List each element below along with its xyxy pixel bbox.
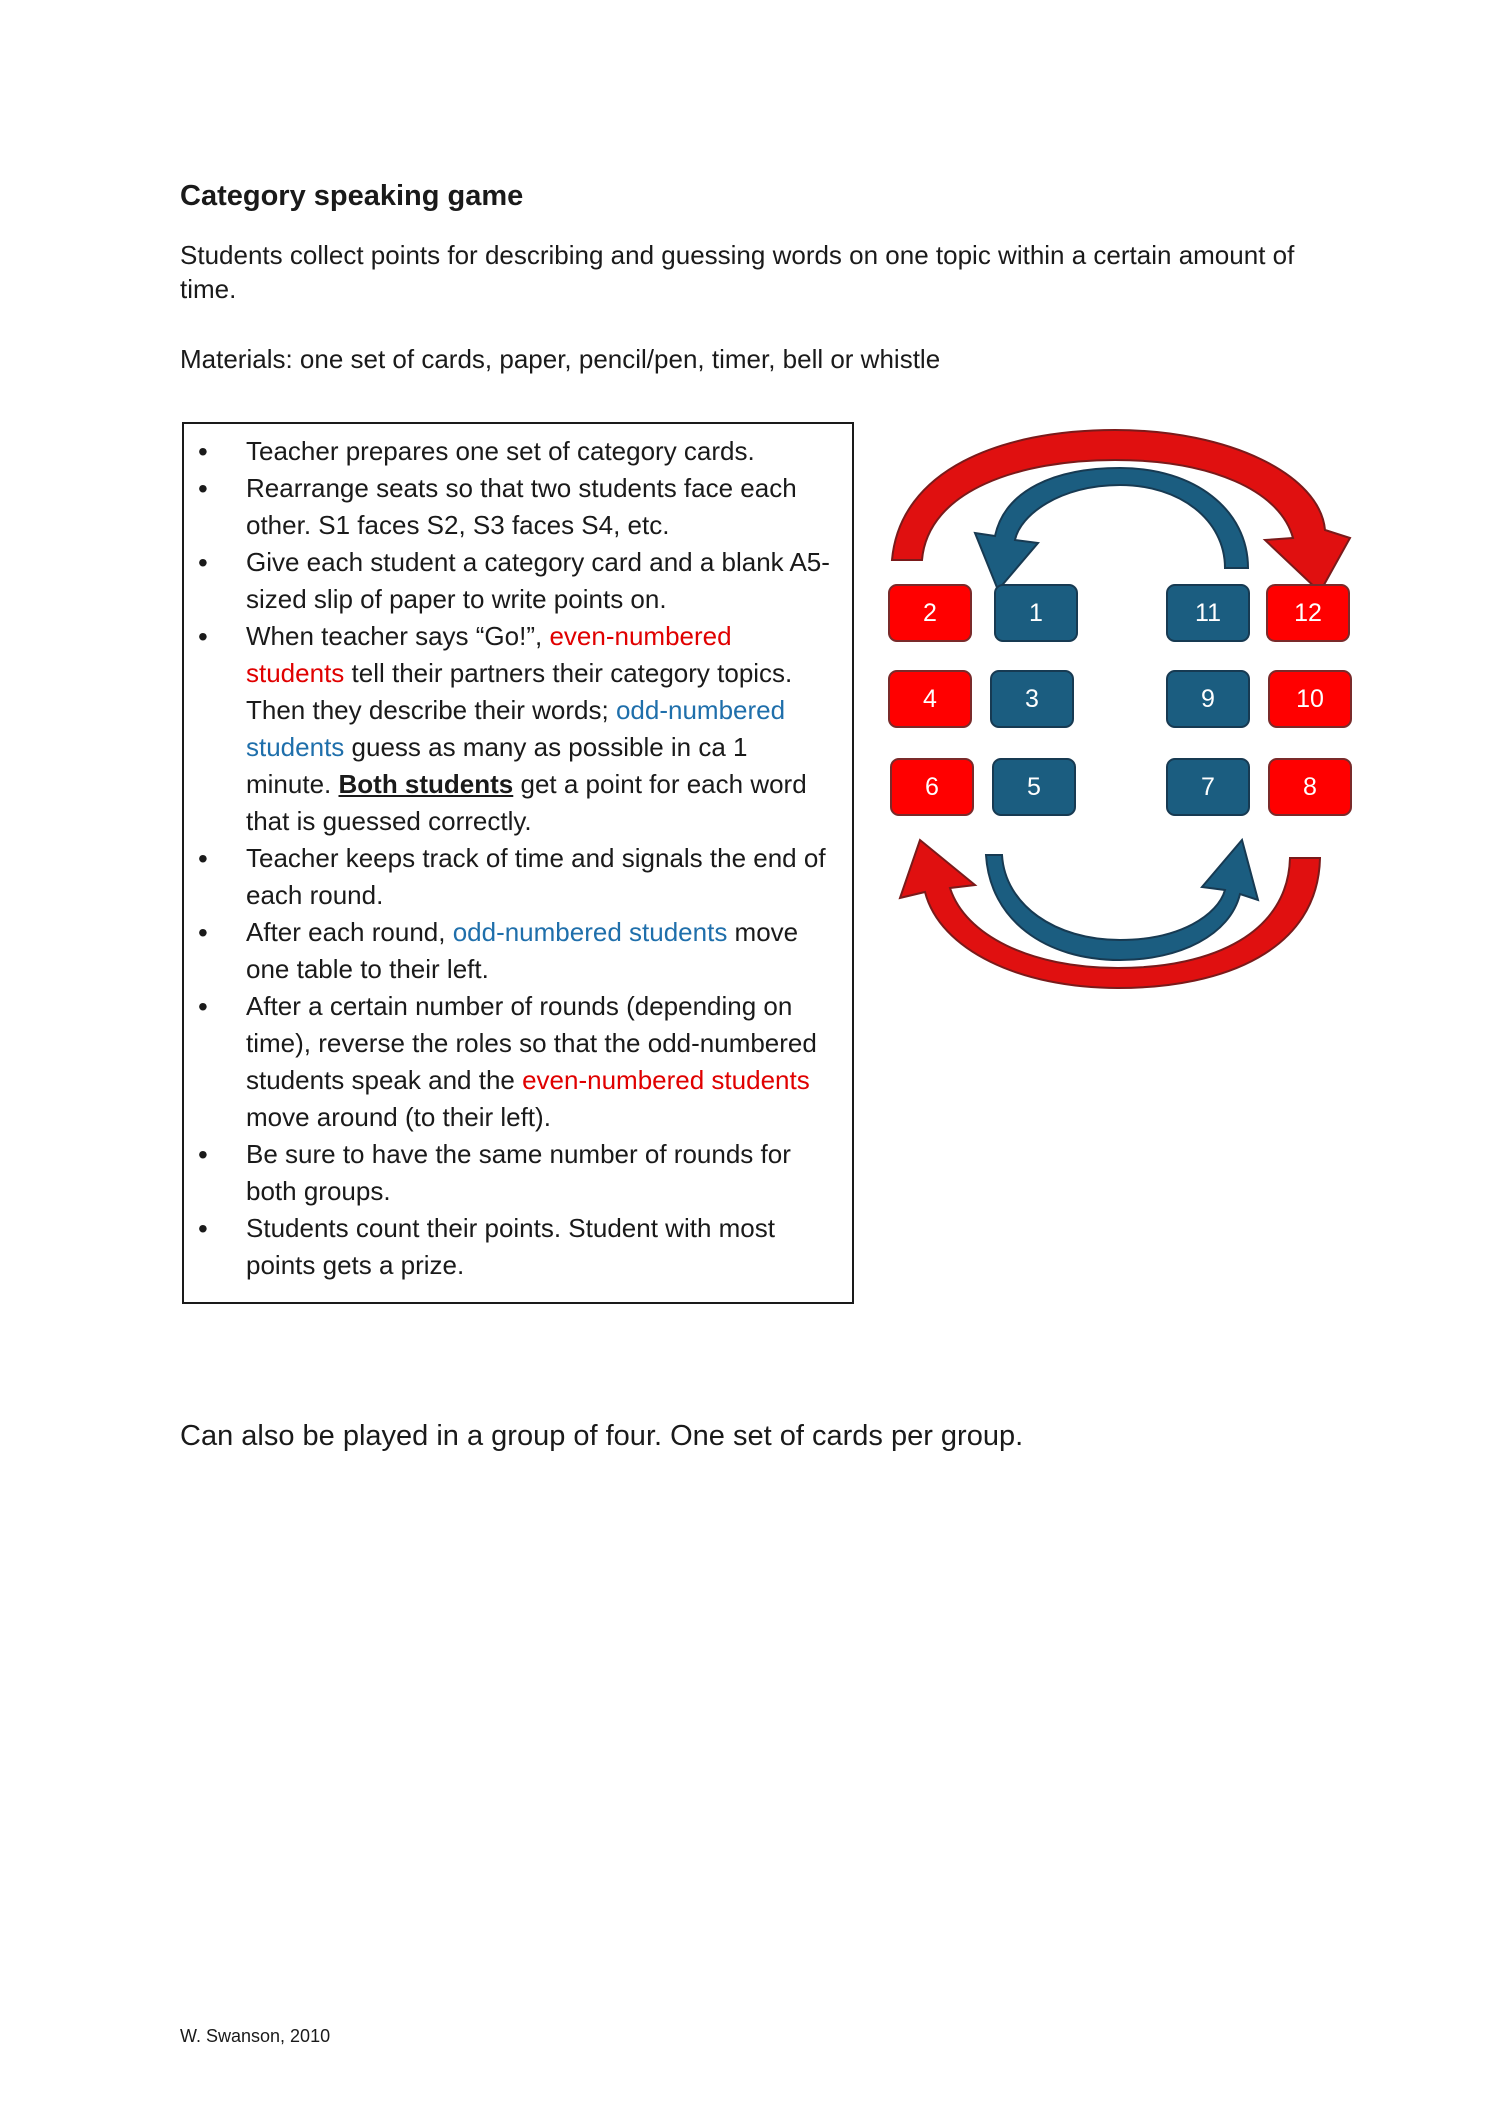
desk-7: 7 [1166, 758, 1250, 816]
materials-line: Materials: one set of cards, paper, pencil/pen, timer, bell or whistle [180, 344, 941, 374]
step-text: When teacher says “Go!”, [246, 621, 550, 651]
top-blue-arrow [975, 468, 1248, 590]
step-text: Give each student a category card and a blank A5-sized slip of paper to write points on. [246, 547, 830, 614]
step-text: Teacher prepares one set of category cards. [246, 436, 755, 466]
desk-10: 10 [1268, 670, 1352, 728]
page-title: Category speaking game [180, 180, 524, 212]
odd-students-highlight: odd-numbered students [246, 695, 786, 762]
step-item [246, 988, 832, 1136]
intro-paragraph: Students collect points for describing and guessing words on one topic within a certain amount of time. [180, 240, 1295, 304]
desk-12: 12 [1266, 584, 1350, 642]
desk-3: 3 [990, 670, 1074, 728]
desk-8: 8 [1268, 758, 1352, 816]
step-text: tell their partners their category topics. Then they describe their words; [246, 658, 793, 725]
step-text: move one table to their left. [246, 917, 799, 984]
step-item [246, 470, 832, 544]
seating-rotation-diagram [880, 420, 1360, 1000]
even-students-highlight: even-numbered students [522, 1065, 810, 1095]
desk-11: 11 [1166, 584, 1250, 642]
step-item [246, 433, 832, 470]
instructions-list [184, 424, 852, 1284]
both-students-emphasis: Both students [338, 769, 514, 799]
odd-students-highlight: odd-numbered students [452, 917, 728, 947]
step-item [246, 840, 832, 914]
step-text: Teacher keeps track of time and signals the end of each round. [246, 843, 826, 910]
group-variant-note: Can also be played in a group of four. One set of cards per group. [180, 1420, 1024, 1452]
step-item [246, 914, 832, 988]
desk-6: 6 [890, 758, 974, 816]
step-text: Students count their points. Student with most points gets a prize. [246, 1213, 775, 1280]
step-item [246, 544, 832, 618]
desk-2: 2 [888, 584, 972, 642]
step-text: After each round, [246, 917, 453, 947]
desk-4: 4 [888, 670, 972, 728]
step-item [246, 618, 832, 840]
instructions-box [182, 422, 854, 1304]
top-red-arrow [892, 430, 1350, 592]
bottom-blue-arrow [986, 840, 1258, 960]
step-text: Be sure to have the same number of rounds for both groups. [246, 1139, 791, 1206]
step-text: Rearrange seats so that two students face each other. S1 faces S2, S3 faces S4, etc. [246, 473, 797, 540]
author-credit: W. Swanson, 2010 [180, 2026, 331, 2046]
step-text: After a certain number of rounds (depending on time), reverse the roles so that the odd-numbered students speak and the [246, 991, 817, 1095]
desk-5: 5 [992, 758, 1076, 816]
desk-1: 1 [994, 584, 1078, 642]
desk-9: 9 [1166, 670, 1250, 728]
even-students-highlight: even-numbered students [246, 621, 732, 688]
step-item [246, 1210, 832, 1284]
step-text: move around (to their left). [246, 1102, 551, 1132]
step-item [246, 1136, 832, 1210]
bottom-red-arrow [900, 840, 1320, 988]
step-text: guess as many as possible in ca 1 minute. [246, 732, 748, 799]
step-text: get a point for each word that is guessed correctly. [246, 769, 807, 836]
